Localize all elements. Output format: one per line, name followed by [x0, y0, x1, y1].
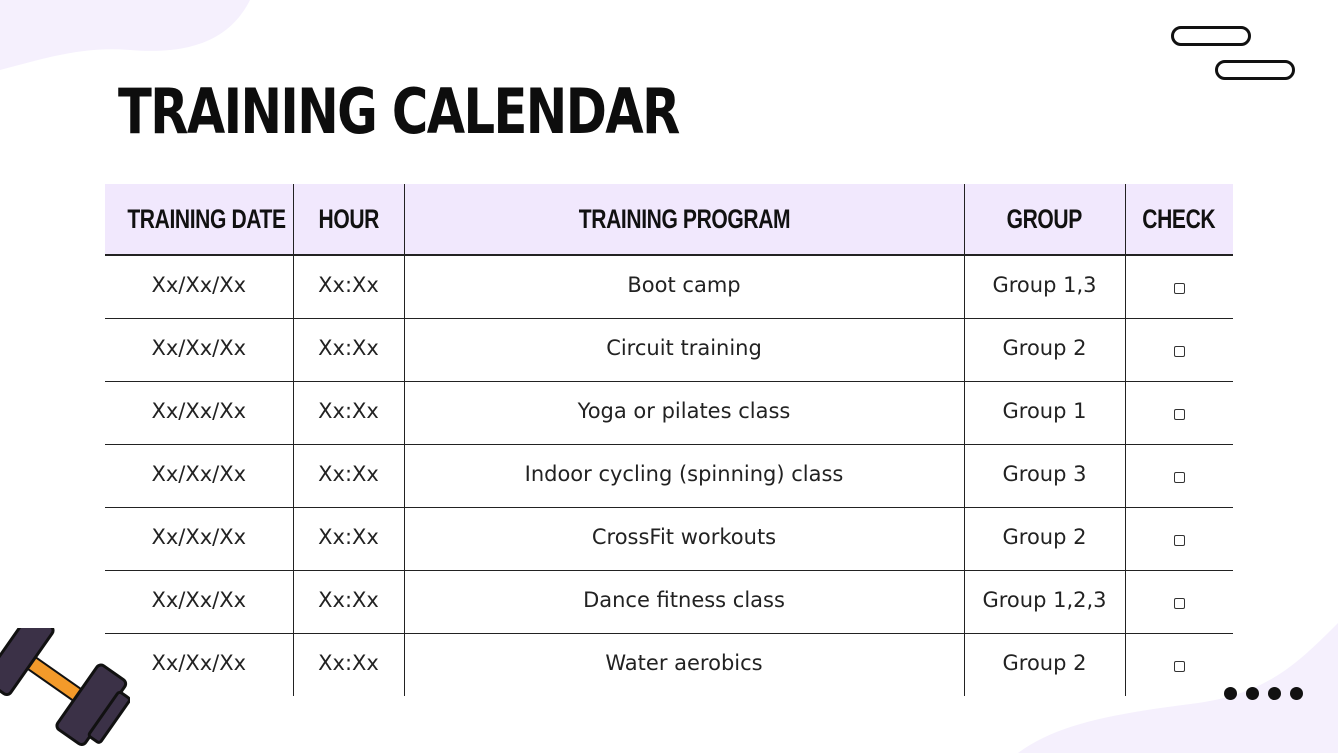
table-row [105, 445, 1233, 508]
group-cell: Group 2 [964, 508, 1125, 571]
dot [1246, 687, 1259, 700]
training-date-cell: Xx/Xx/Xx [105, 319, 293, 382]
group-cell: Group 2 [964, 319, 1125, 382]
check-cell [1125, 508, 1233, 571]
training-program-cell: Dance fitness class [404, 571, 964, 634]
training-program-cell: Water aerobics [404, 634, 964, 697]
training-program-cell: CrossFit workouts [404, 508, 964, 571]
table-row [105, 571, 1233, 634]
dot [1224, 687, 1237, 700]
background-blob-top-left [0, 0, 260, 70]
training-date-cell: Xx/Xx/Xx [105, 382, 293, 445]
table-row [105, 319, 1233, 382]
check-cell [1125, 571, 1233, 634]
training-date-cell: Xx/Xx/Xx [105, 445, 293, 508]
checkbox[interactable] [1174, 535, 1185, 546]
table-row [105, 255, 1233, 319]
hour-cell: Xx:Xx [293, 634, 404, 697]
training-date-cell: Xx/Xx/Xx [105, 255, 293, 319]
decorative-dots [1224, 687, 1303, 700]
group-cell: Group 1,2,3 [964, 571, 1125, 634]
decorative-pill [1171, 26, 1251, 46]
hour-cell: Xx:Xx [293, 445, 404, 508]
hour-cell: Xx:Xx [293, 382, 404, 445]
check-cell [1125, 255, 1233, 319]
checkbox[interactable] [1174, 598, 1185, 609]
checkbox[interactable] [1174, 346, 1185, 357]
column-header-training-program: TRAINING PROGRAM [404, 184, 964, 255]
page-title: TRAINING CALENDAR [118, 75, 679, 148]
column-header-group: GROUP [964, 184, 1125, 255]
training-calendar-table [105, 184, 1233, 696]
group-cell: Group 1,3 [964, 255, 1125, 319]
check-cell [1125, 319, 1233, 382]
training-date-cell: Xx/Xx/Xx [105, 508, 293, 571]
column-header-check: CHECK [1125, 184, 1233, 255]
training-date-cell: Xx/Xx/Xx [105, 571, 293, 634]
checkbox[interactable] [1174, 472, 1185, 483]
hour-cell: Xx:Xx [293, 508, 404, 571]
hour-cell: Xx:Xx [293, 571, 404, 634]
dot [1268, 687, 1281, 700]
column-header-training-date: TRAINING DATE [105, 184, 293, 255]
table-row [105, 634, 1233, 697]
group-cell: Group 2 [964, 634, 1125, 697]
table-header-row [105, 184, 1233, 255]
decorative-pill [1215, 60, 1295, 80]
training-program-cell: Boot camp [404, 255, 964, 319]
training-program-cell: Indoor cycling (spinning) class [404, 445, 964, 508]
group-cell: Group 1 [964, 382, 1125, 445]
hour-cell: Xx:Xx [293, 319, 404, 382]
group-cell: Group 3 [964, 445, 1125, 508]
training-date-cell: Xx/Xx/Xx [151, 651, 247, 675]
checkbox[interactable] [1174, 409, 1185, 420]
check-cell [1125, 445, 1233, 508]
checkbox[interactable] [1174, 661, 1185, 672]
training-program-cell: Yoga or pilates class [404, 382, 964, 445]
dot [1290, 687, 1303, 700]
hour-cell: Xx:Xx [293, 255, 404, 319]
checkbox[interactable] [1174, 283, 1185, 294]
training-program-cell: Circuit training [404, 319, 964, 382]
table-row [105, 382, 1233, 445]
table-row [105, 508, 1233, 571]
check-cell [1125, 382, 1233, 445]
column-header-hour: HOUR [293, 184, 404, 255]
check-cell [1125, 634, 1233, 697]
dumbbell-icon [0, 628, 130, 753]
